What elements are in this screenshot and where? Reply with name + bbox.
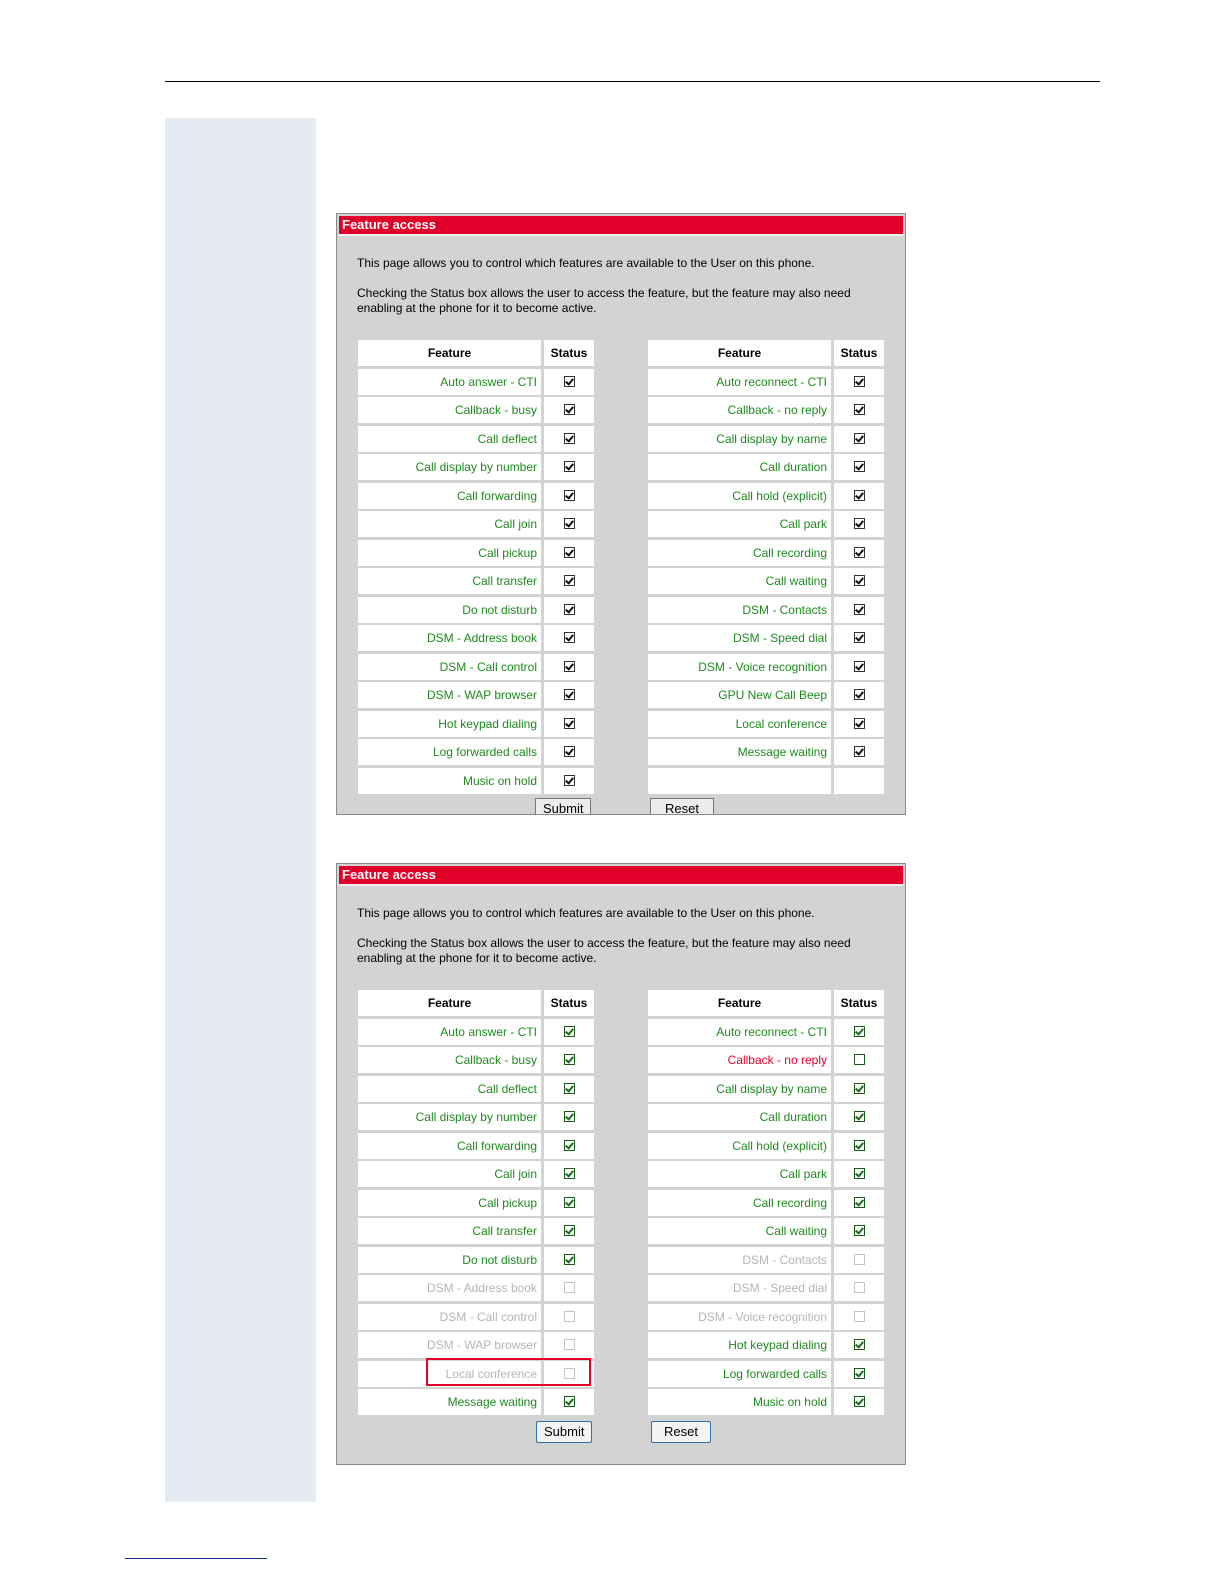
feature-row-dsm-address-book — [358, 625, 594, 654]
status-checkbox[interactable] — [854, 1225, 865, 1236]
feature-label: Call waiting — [648, 568, 831, 594]
status-cell — [834, 654, 884, 680]
feature-label: GPU New Call Beep — [648, 682, 831, 708]
status-checkbox[interactable] — [564, 433, 575, 444]
status-cell — [544, 1389, 594, 1415]
status-cell — [834, 1304, 884, 1330]
table-header — [648, 340, 884, 369]
feature-label: Call hold (explicit) — [648, 483, 831, 509]
side-band — [165, 118, 316, 1502]
status-checkbox[interactable] — [854, 1339, 865, 1350]
feature-row-call-forwarding — [358, 483, 594, 512]
status-checkbox[interactable] — [564, 1083, 575, 1094]
status-checkbox[interactable] — [854, 1368, 865, 1379]
status-checkbox[interactable] — [564, 490, 575, 501]
status-cell — [834, 540, 884, 566]
status-checkbox — [854, 1282, 865, 1293]
table-header — [358, 340, 594, 369]
status-checkbox[interactable] — [854, 461, 865, 472]
status-cell — [834, 568, 884, 594]
status-checkbox[interactable] — [564, 1054, 575, 1065]
submit-button[interactable]: Submit — [535, 798, 591, 815]
feature-row-auto-reconnect-cti — [648, 1019, 884, 1048]
status-checkbox[interactable] — [854, 632, 865, 643]
feature-label: Log forwarded calls — [648, 1361, 831, 1387]
feature-label: Call join — [358, 1161, 541, 1187]
feature-label: Message waiting — [358, 1389, 541, 1415]
feature-row-dsm-address-book — [358, 1275, 594, 1304]
feature-row-do-not-disturb — [358, 1247, 594, 1276]
status-checkbox[interactable] — [854, 547, 865, 558]
status-checkbox — [564, 1339, 575, 1350]
feature-label: DSM - Contacts — [648, 597, 831, 623]
feature-row-auto-reconnect-cti — [648, 369, 884, 398]
feature-label: Call transfer — [358, 1218, 541, 1244]
feature-row-dsm-call-control — [358, 1304, 594, 1333]
status-cell — [544, 1218, 594, 1244]
status-checkbox[interactable] — [564, 1140, 575, 1151]
feature-row-dsm-wap-browser — [358, 1332, 594, 1361]
feature-label: DSM - Address book — [358, 625, 541, 651]
feature-label: Call waiting — [648, 1218, 831, 1244]
feature-row-do-not-disturb — [358, 597, 594, 626]
status-checkbox[interactable] — [854, 433, 865, 444]
feature-row-dsm-call-control — [358, 654, 594, 683]
feature-label: Call display by number — [358, 1104, 541, 1130]
status-cell — [834, 1076, 884, 1102]
status-checkbox[interactable] — [564, 1254, 575, 1265]
status-checkbox[interactable] — [564, 461, 575, 472]
feature-label: Callback - busy — [358, 397, 541, 423]
status-cell — [834, 768, 884, 794]
status-checkbox[interactable] — [564, 661, 575, 672]
feature-column-header: Feature — [358, 990, 541, 1016]
feature-row-call-join — [358, 1161, 594, 1190]
submit-button[interactable]: Submit — [536, 1421, 592, 1443]
status-checkbox[interactable] — [854, 689, 865, 700]
feature-row-callback-busy — [358, 1047, 594, 1076]
status-cell — [834, 369, 884, 395]
status-checkbox[interactable] — [854, 376, 865, 387]
status-checkbox[interactable] — [854, 1197, 865, 1208]
bottom-rule — [125, 1558, 267, 1559]
status-cell — [834, 711, 884, 737]
status-cell — [544, 625, 594, 651]
feature-row-log-forwarded-calls — [358, 739, 594, 768]
feature-row-call-display-by-name — [648, 1076, 884, 1105]
status-cell — [834, 511, 884, 537]
status-cell — [544, 682, 594, 708]
feature-label: Call forwarding — [358, 1133, 541, 1159]
status-checkbox[interactable] — [854, 718, 865, 729]
feature-label: Hot keypad dialing — [648, 1332, 831, 1358]
feature-column-header: Feature — [648, 340, 831, 366]
feature-row-dsm-contacts — [648, 1247, 884, 1276]
feature-label: Call transfer — [358, 568, 541, 594]
status-cell — [834, 1389, 884, 1415]
status-checkbox[interactable] — [854, 661, 865, 672]
feature-label: Auto reconnect - CTI — [648, 1019, 831, 1045]
feature-label: Local conference — [648, 711, 831, 737]
status-cell — [544, 1161, 594, 1187]
status-checkbox[interactable] — [564, 775, 575, 786]
feature-label: DSM - Speed dial — [648, 625, 831, 651]
feature-row-dsm-wap-browser — [358, 682, 594, 711]
feature-access-panel-2 — [336, 863, 906, 1465]
intro-line-1: This page allows you to control which features are available to the User on this phone. — [357, 256, 815, 270]
status-checkbox — [564, 1282, 575, 1293]
feature-label: Music on hold — [648, 1389, 831, 1415]
status-cell — [834, 1190, 884, 1216]
feature-row-dsm-speed-dial — [648, 625, 884, 654]
status-checkbox[interactable] — [854, 1083, 865, 1094]
status-cell — [544, 568, 594, 594]
feature-label: Call display by number — [358, 454, 541, 480]
feature-label: Do not disturb — [358, 597, 541, 623]
status-cell — [834, 1218, 884, 1244]
panel-title: Feature access — [339, 216, 903, 236]
feature-label: Message waiting — [648, 739, 831, 765]
status-cell — [834, 1361, 884, 1387]
top-rule — [165, 81, 1100, 82]
intro-text — [357, 906, 887, 981]
feature-row-call-recording — [648, 1190, 884, 1219]
status-checkbox[interactable] — [854, 1026, 865, 1037]
intro-line-2: Checking the Status box allows the user to access the feature, but the feature may also need enabling at the phone for it to become active. — [357, 286, 851, 315]
status-cell — [834, 625, 884, 651]
status-cell — [544, 1047, 594, 1073]
feature-table-right — [648, 340, 884, 796]
feature-label: Auto reconnect - CTI — [648, 369, 831, 395]
feature-row-music-on-hold — [358, 768, 594, 797]
feature-label: Callback - busy — [358, 1047, 541, 1073]
status-cell — [834, 1332, 884, 1358]
status-cell — [544, 739, 594, 765]
status-checkbox[interactable] — [854, 1396, 865, 1407]
status-checkbox[interactable] — [854, 575, 865, 586]
feature-label: Local conference — [358, 1361, 541, 1387]
feature-row-auto-answer-cti — [358, 369, 594, 398]
status-cell — [834, 1104, 884, 1130]
status-cell — [544, 369, 594, 395]
feature-label: Do not disturb — [358, 1247, 541, 1273]
status-checkbox[interactable] — [564, 1396, 575, 1407]
status-cell — [834, 454, 884, 480]
status-column-header: Status — [834, 340, 884, 366]
feature-label: Call display by name — [648, 426, 831, 452]
feature-row-call-waiting — [648, 568, 884, 597]
status-cell — [834, 1247, 884, 1273]
status-checkbox[interactable] — [564, 575, 575, 586]
feature-row-message-waiting — [358, 1389, 594, 1418]
status-checkbox[interactable] — [564, 518, 575, 529]
feature-table-left — [358, 340, 594, 796]
feature-row-call-deflect — [358, 426, 594, 455]
status-checkbox[interactable] — [564, 1197, 575, 1208]
status-cell — [834, 1047, 884, 1073]
status-checkbox[interactable] — [564, 746, 575, 757]
feature-row-callback-no-reply — [648, 397, 884, 426]
feature-label: Callback - no reply — [648, 397, 831, 423]
status-cell — [544, 1332, 594, 1358]
status-cell — [834, 739, 884, 765]
feature-label: Call hold (explicit) — [648, 1133, 831, 1159]
status-cell — [544, 1275, 594, 1301]
feature-column-header: Feature — [648, 990, 831, 1016]
status-checkbox[interactable] — [854, 746, 865, 757]
feature-row-hot-keypad-dialing — [358, 711, 594, 740]
feature-row-message-waiting — [648, 739, 884, 768]
feature-row-call-park — [648, 1161, 884, 1190]
feature-label: Call duration — [648, 454, 831, 480]
status-cell — [834, 597, 884, 623]
status-cell — [544, 1247, 594, 1273]
feature-row-call-pickup — [358, 540, 594, 569]
status-cell — [544, 1019, 594, 1045]
feature-row-empty — [648, 768, 884, 797]
status-column-header: Status — [544, 340, 594, 366]
status-checkbox — [854, 1254, 865, 1265]
intro-line-1: This page allows you to control which features are available to the User on this phone. — [357, 906, 815, 920]
status-cell — [544, 397, 594, 423]
feature-column-header: Feature — [358, 340, 541, 366]
feature-label: DSM - Address book — [358, 1275, 541, 1301]
feature-label: Auto answer - CTI — [358, 369, 541, 395]
status-cell — [544, 711, 594, 737]
status-cell — [544, 483, 594, 509]
status-cell — [834, 1161, 884, 1187]
feature-row-gpu-new-call-beep — [648, 682, 884, 711]
feature-row-callback-busy — [358, 397, 594, 426]
status-checkbox[interactable] — [564, 1168, 575, 1179]
feature-label: Call pickup — [358, 1190, 541, 1216]
feature-row-call-duration — [648, 454, 884, 483]
feature-row-call-waiting — [648, 1218, 884, 1247]
status-checkbox[interactable] — [854, 490, 865, 501]
feature-label: Call join — [358, 511, 541, 537]
feature-row-dsm-voice-recognition — [648, 1304, 884, 1333]
feature-row-call-display-by-name — [648, 426, 884, 455]
status-cell — [834, 483, 884, 509]
feature-table-left — [358, 990, 594, 1418]
status-checkbox[interactable] — [564, 404, 575, 415]
status-cell — [544, 1104, 594, 1130]
reset-button[interactable]: Reset — [650, 798, 714, 815]
status-checkbox — [564, 1311, 575, 1322]
feature-label: Call deflect — [358, 426, 541, 452]
status-cell — [544, 511, 594, 537]
status-checkbox[interactable] — [564, 1225, 575, 1236]
feature-row-dsm-contacts — [648, 597, 884, 626]
feature-label: DSM - Call control — [358, 1304, 541, 1330]
feature-label: Call park — [648, 511, 831, 537]
feature-row-dsm-speed-dial — [648, 1275, 884, 1304]
highlight-box — [426, 1358, 591, 1386]
status-checkbox[interactable] — [564, 604, 575, 615]
feature-row-callback-no-reply — [648, 1047, 884, 1076]
feature-access-panel-1 — [336, 213, 906, 815]
table-header — [648, 990, 884, 1019]
feature-row-dsm-voice-recognition — [648, 654, 884, 683]
status-checkbox[interactable] — [854, 1054, 865, 1065]
feature-label: Callback - no reply — [648, 1047, 831, 1073]
feature-row-call-pickup — [358, 1190, 594, 1219]
feature-label: DSM - WAP browser — [358, 682, 541, 708]
status-checkbox[interactable] — [854, 1168, 865, 1179]
feature-row-log-forwarded-calls — [648, 1361, 884, 1390]
status-column-header: Status — [834, 990, 884, 1016]
feature-row-call-display-by-number — [358, 454, 594, 483]
status-checkbox[interactable] — [854, 404, 865, 415]
feature-row-local-conference — [648, 711, 884, 740]
status-cell — [834, 1019, 884, 1045]
status-cell — [544, 1304, 594, 1330]
status-checkbox — [854, 1311, 865, 1322]
status-cell — [834, 1133, 884, 1159]
status-checkbox[interactable] — [564, 376, 575, 387]
feature-table-right — [648, 990, 884, 1418]
status-checkbox[interactable] — [564, 1026, 575, 1037]
feature-row-call-transfer — [358, 1218, 594, 1247]
status-checkbox[interactable] — [854, 1140, 865, 1151]
status-cell — [834, 682, 884, 708]
feature-label: Log forwarded calls — [358, 739, 541, 765]
feature-row-call-deflect — [358, 1076, 594, 1105]
feature-label: DSM - Contacts — [648, 1247, 831, 1273]
feature-row-call-duration — [648, 1104, 884, 1133]
feature-label: DSM - Speed dial — [648, 1275, 831, 1301]
status-cell — [544, 454, 594, 480]
feature-row-call-forwarding — [358, 1133, 594, 1162]
status-cell — [834, 397, 884, 423]
feature-label — [648, 768, 831, 794]
status-cell — [544, 597, 594, 623]
feature-row-call-join — [358, 511, 594, 540]
status-cell — [544, 654, 594, 680]
feature-label: Call display by name — [648, 1076, 831, 1102]
feature-label: DSM - WAP browser — [358, 1332, 541, 1358]
feature-label: Call park — [648, 1161, 831, 1187]
feature-label: Call deflect — [358, 1076, 541, 1102]
status-cell — [544, 1133, 594, 1159]
status-cell — [834, 1275, 884, 1301]
feature-label: Hot keypad dialing — [358, 711, 541, 737]
feature-row-call-hold-explicit — [648, 1133, 884, 1162]
status-cell — [544, 426, 594, 452]
status-cell — [544, 768, 594, 794]
feature-row-call-park — [648, 511, 884, 540]
status-checkbox[interactable] — [854, 518, 865, 529]
feature-label: Call recording — [648, 1190, 831, 1216]
feature-label: DSM - Voice recognition — [648, 1304, 831, 1330]
feature-label: Call duration — [648, 1104, 831, 1130]
status-checkbox[interactable] — [564, 1111, 575, 1122]
feature-row-call-transfer — [358, 568, 594, 597]
feature-label: DSM - Voice recognition — [648, 654, 831, 680]
status-checkbox[interactable] — [564, 689, 575, 700]
feature-label: DSM - Call control — [358, 654, 541, 680]
reset-button[interactable]: Reset — [651, 1421, 711, 1443]
status-cell — [544, 1076, 594, 1102]
status-cell — [834, 426, 884, 452]
feature-label: Music on hold — [358, 768, 541, 794]
intro-line-2: Checking the Status box allows the user to access the feature, but the feature may also need enabling at the phone for it to become active. — [357, 936, 851, 965]
feature-label: Call recording — [648, 540, 831, 566]
status-checkbox[interactable] — [564, 632, 575, 643]
feature-label: Call pickup — [358, 540, 541, 566]
feature-row-call-display-by-number — [358, 1104, 594, 1133]
table-header — [358, 990, 594, 1019]
status-cell — [544, 540, 594, 566]
feature-row-hot-keypad-dialing — [648, 1332, 884, 1361]
feature-label: Auto answer - CTI — [358, 1019, 541, 1045]
feature-row-music-on-hold — [648, 1389, 884, 1418]
intro-text — [357, 256, 887, 331]
status-column-header: Status — [544, 990, 594, 1016]
feature-row-call-recording — [648, 540, 884, 569]
status-checkbox[interactable] — [854, 604, 865, 615]
panel-title: Feature access — [339, 866, 903, 886]
feature-label: Call forwarding — [358, 483, 541, 509]
feature-row-auto-answer-cti — [358, 1019, 594, 1048]
status-checkbox[interactable] — [564, 547, 575, 558]
feature-row-call-hold-explicit — [648, 483, 884, 512]
status-cell — [544, 1190, 594, 1216]
status-checkbox[interactable] — [564, 718, 575, 729]
status-checkbox[interactable] — [854, 1111, 865, 1122]
